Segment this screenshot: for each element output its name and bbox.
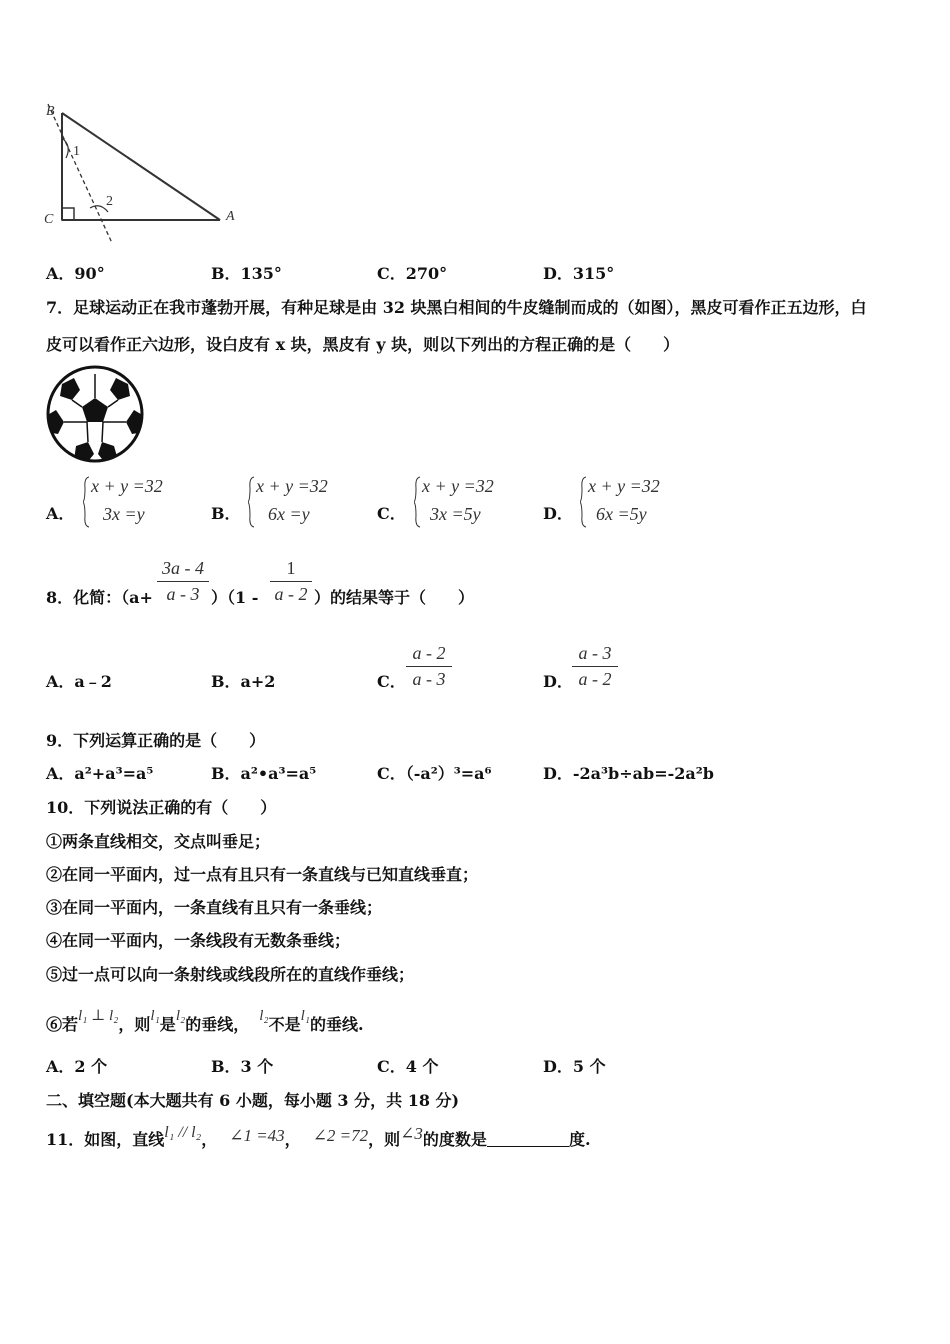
eq2: 6x =5y: [596, 504, 647, 524]
frac1-num: 3a - 4: [162, 558, 204, 578]
math-l2: l₂: [259, 1008, 269, 1024]
option-d-den: a - 2: [578, 669, 612, 689]
q7-option-b-key[interactable]: B．: [211, 504, 241, 523]
math-l2: l₂: [175, 1008, 186, 1024]
eq1: x + y =32: [256, 476, 328, 496]
label-a: A: [226, 209, 235, 224]
q7-option-a-key[interactable]: A．: [46, 504, 75, 523]
brace-icon: [248, 476, 254, 528]
q10-option-a[interactable]: A．2 个: [46, 1057, 108, 1076]
math-angle2: ∠2 =72: [312, 1126, 369, 1145]
frac2-num: 1: [286, 558, 296, 578]
math-l1: l₁: [300, 1008, 311, 1024]
math-l1-parallel-l2: l₁ // l₂: [164, 1124, 202, 1141]
side-ab: [62, 113, 220, 220]
eq2: 3x =5y: [430, 504, 481, 524]
q9-option-b[interactable]: B．a²•a³=a⁵: [211, 764, 317, 783]
q8-option-a[interactable]: A．a﹣2: [46, 672, 112, 691]
q10-option-b[interactable]: B．3 个: [211, 1057, 274, 1076]
q6-option-d[interactable]: D．315°: [543, 264, 615, 283]
eq1: x + y =32: [588, 476, 660, 496]
q10-statement-3: ③在同一平面内，一条直线有且只有一条垂线；: [46, 898, 383, 917]
q10-statement-1: ①两条直线相交，交点叫垂足；: [46, 832, 271, 851]
q11-stem: 11．如图，直线l₁ // l₂， ∠1 =43， ∠2 =72，则∠3的度数是 度.: [46, 1124, 591, 1149]
q7-stem-line1: 7．足球运动正在我市蓬勃开展，有种足球是由 32 块黑白相间的牛皮缝制而成的（如图），黑皮可看作正五边形，白: [46, 298, 867, 317]
label-angle2: 2: [106, 194, 113, 209]
q8-middle: ）（1 -: [211, 588, 259, 607]
option-c-den: a - 3: [412, 669, 446, 689]
eq2: 6x =y: [268, 504, 310, 524]
option-d-num: a - 3: [578, 643, 612, 663]
q8-fraction-1: [157, 558, 209, 605]
q9-option-c[interactable]: C．（-a²）³=a⁶: [377, 764, 492, 783]
math-l1: l₁: [150, 1008, 160, 1024]
answer-blank[interactable]: [487, 1132, 569, 1147]
triangle-figure: [40, 98, 250, 248]
math-l1-perp-l2: l₁ ⊥ l₂: [78, 1008, 119, 1024]
brace-icon: [580, 476, 586, 528]
q10-statement-2: ②在同一平面内，过一点有且只有一条直线与已知直线垂直；: [46, 865, 479, 884]
q8-prefix: 8．化简：（a+: [46, 588, 153, 607]
q10-statement-4: ④在同一平面内，一条线段有无数条垂线；: [46, 931, 351, 950]
label-b: B: [46, 104, 55, 119]
q8-option-d-key[interactable]: D．: [543, 672, 573, 691]
q6-option-c[interactable]: C．270°: [377, 264, 448, 283]
q10-statement-6: ⑥若l₁ ⊥ l₂，则l₁是l₂的垂线， l₂不是l₁的垂线.: [46, 1008, 364, 1034]
frac2-den: a - 2: [274, 584, 308, 604]
q6-option-b[interactable]: B．135°: [211, 264, 282, 283]
q8-option-d-fraction[interactable]: [572, 643, 618, 690]
section-heading: 二、填空题(本大题共有 6 小题，每小题 3 分，共 18 分): [46, 1091, 460, 1110]
q10-stem: 10．下列说法正确的有（ ）: [46, 798, 277, 817]
math-angle3: ∠3: [400, 1124, 423, 1143]
q9-option-a[interactable]: A．a²+a³=a⁵: [46, 764, 154, 783]
q6-option-a[interactable]: A．90°: [46, 264, 105, 283]
q7-option-c-key[interactable]: C．: [377, 504, 406, 523]
q7-stem-line2: 皮可以看作正六边形，设白皮有 x 块，黑皮有 y 块，则以下列出的方程正确的是（ ）: [46, 335, 680, 354]
frac1-den: a - 3: [166, 584, 200, 604]
q8-option-c-fraction[interactable]: [406, 643, 452, 690]
eq1: x + y =32: [91, 476, 163, 496]
q10-statement-5: ⑤过一点可以向一条射线或线段所在的直线作垂线；: [46, 965, 415, 984]
option-c-num: a - 2: [412, 643, 446, 663]
q8-fraction-2: [270, 558, 312, 605]
q9-option-d[interactable]: D．-2a³b÷ab=-2a²b: [543, 764, 714, 783]
label-angle1: 1: [73, 144, 80, 159]
label-c: C: [44, 212, 54, 227]
eq2: 3x =y: [103, 504, 145, 524]
brace-icon: [414, 476, 420, 528]
soccer-ball-figure: [44, 364, 146, 464]
right-angle-mark: [62, 208, 74, 220]
brace-icon: [83, 476, 89, 528]
q9-stem: 9．下列运算正确的是（ ）: [46, 731, 266, 750]
q8-option-b[interactable]: B．a+2: [211, 672, 276, 691]
q10-option-d[interactable]: D．5 个: [543, 1057, 606, 1076]
q8-option-c-key[interactable]: C．: [377, 672, 406, 691]
math-angle1: ∠1 =43: [229, 1126, 285, 1145]
q8-suffix: ）的结果等于（ ）: [314, 588, 475, 607]
eq1: x + y =32: [422, 476, 494, 496]
q10-option-c[interactable]: C．4 个: [377, 1057, 439, 1076]
q7-option-d-key[interactable]: D．: [543, 504, 573, 523]
